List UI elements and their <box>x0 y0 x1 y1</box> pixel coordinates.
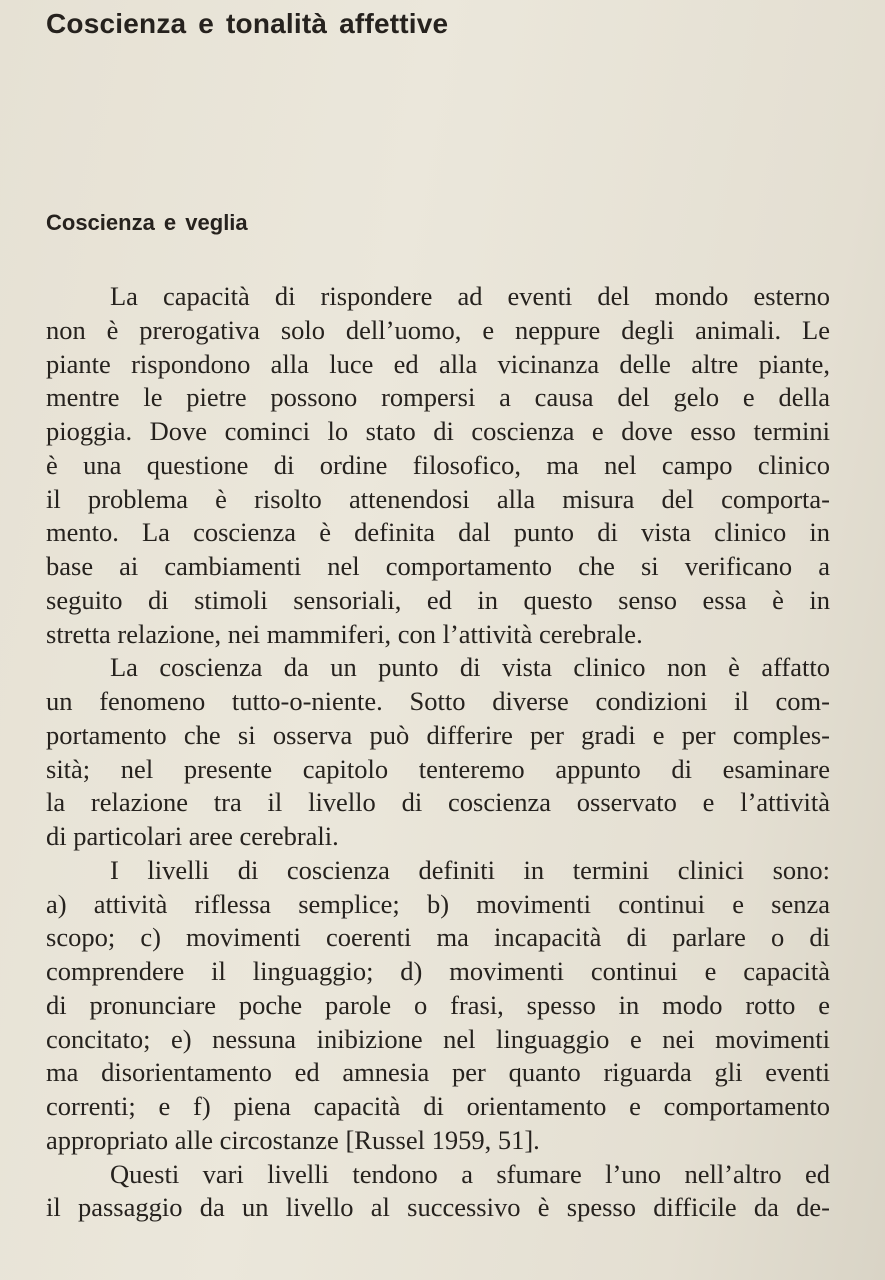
text-line <box>46 820 830 854</box>
text-line <box>46 685 830 719</box>
paragraph <box>46 280 830 651</box>
paragraph <box>46 1158 830 1226</box>
body-text <box>46 280 830 1225</box>
text-line <box>46 415 830 449</box>
text-line-content: a) attività riflessa semplice; b) movimenti continui e senza <box>46 888 830 919</box>
chapter-title: Coscienza e tonalità affettive <box>46 8 449 39</box>
text-line <box>46 348 830 382</box>
text-line <box>46 753 830 787</box>
text-line-content: ma disorientamento ed amnesia per quanto riguarda gli eventi <box>46 1057 830 1088</box>
text-line <box>46 719 830 753</box>
text-line-content: stretta relazione, nei mammiferi, con l’attività cerebrale. <box>46 618 643 649</box>
text-line-content: scopo; c) movimenti coerenti ma incapacità di parlare o di <box>46 922 830 953</box>
text-line-content: mentre le pietre possono rompersi a causa del gelo e della <box>46 382 830 413</box>
text-line-content: non è prerogativa solo dell’uomo, e neppure degli animali. Le <box>46 314 830 345</box>
text-line-content: pioggia. Dove cominci lo stato di coscienza e dove esso termini <box>46 416 830 446</box>
text-line <box>46 854 830 888</box>
text-line <box>46 989 830 1023</box>
text-line-content: sità; nel presente capitolo tenteremo appunto di esaminare <box>46 753 830 784</box>
text-line <box>46 955 830 989</box>
text-line-content: la relazione tra il livello di coscienza osservato e l’attività <box>46 787 830 818</box>
text-line <box>46 449 830 483</box>
text-line <box>46 1023 830 1057</box>
text-line <box>46 888 830 922</box>
text-line <box>46 550 830 584</box>
text-line <box>46 1191 830 1225</box>
paragraph <box>46 651 830 854</box>
text-line-content: mento. La coscienza è definita dal punto di vista clinico in <box>46 517 830 548</box>
text-line <box>46 786 830 820</box>
text-line-content: portamento che si osserva può differire per gradi e per comples- <box>46 719 830 750</box>
text-line-content: I livelli di coscienza definiti in termini clinici sono: <box>110 854 830 885</box>
text-line <box>46 1158 830 1192</box>
text-line-content: di particolari aree cerebrali. <box>46 821 339 851</box>
text-line <box>46 280 830 314</box>
text-line-content: di pronunciare poche parole o frasi, spesso in modo rotto e <box>46 989 830 1020</box>
text-line <box>46 381 830 415</box>
text-line <box>46 584 830 618</box>
text-line <box>46 314 830 348</box>
text-line-content: Questi vari livelli tendono a sfumare l’uno nell’altro ed <box>110 1158 830 1189</box>
paragraph <box>46 854 830 1158</box>
section-title: Coscienza e veglia <box>46 210 248 235</box>
text-line <box>46 618 830 652</box>
text-line-content: La coscienza da un punto di vista clinico non è affatto <box>110 652 830 683</box>
text-line-content: comprendere il linguaggio; d) movimenti continui e capacità <box>46 956 830 986</box>
text-line <box>46 1056 830 1090</box>
text-line <box>46 921 830 955</box>
text-line-content: il passaggio da un livello al successivo è spesso difficile da de- <box>46 1192 830 1223</box>
text-line <box>46 516 830 550</box>
text-line-content: è una questione di ordine filosofico, ma nel campo clinico <box>46 449 830 480</box>
text-line-content: piante rispondono alla luce ed alla vicinanza delle altre piante, <box>46 348 830 379</box>
text-line-content: appropriato alle circostanze [Russel 1959, 51]. <box>46 1124 540 1155</box>
text-line <box>46 651 830 685</box>
text-line-content: un fenomeno tutto-o-niente. Sotto diverse condizioni il com- <box>46 686 830 716</box>
text-line <box>46 1124 830 1158</box>
text-line-content: La capacità di rispondere ad eventi del mondo esterno <box>110 281 830 311</box>
text-line-content: il problema è risolto attenendosi alla misura del comporta- <box>46 483 830 514</box>
text-line-content: correnti; e f) piena capacità di orientamento e comportamento <box>46 1091 830 1121</box>
text-line <box>46 1090 830 1124</box>
text-line <box>46 483 830 517</box>
text-line-content: base ai cambiamenti nel comportamento che si verificano a <box>46 551 830 581</box>
text-line-content: seguito di stimoli sensoriali, ed in questo senso essa è in <box>46 584 830 615</box>
text-line-content: concitato; e) nessuna inibizione nel linguaggio e nei movimenti <box>46 1023 830 1054</box>
